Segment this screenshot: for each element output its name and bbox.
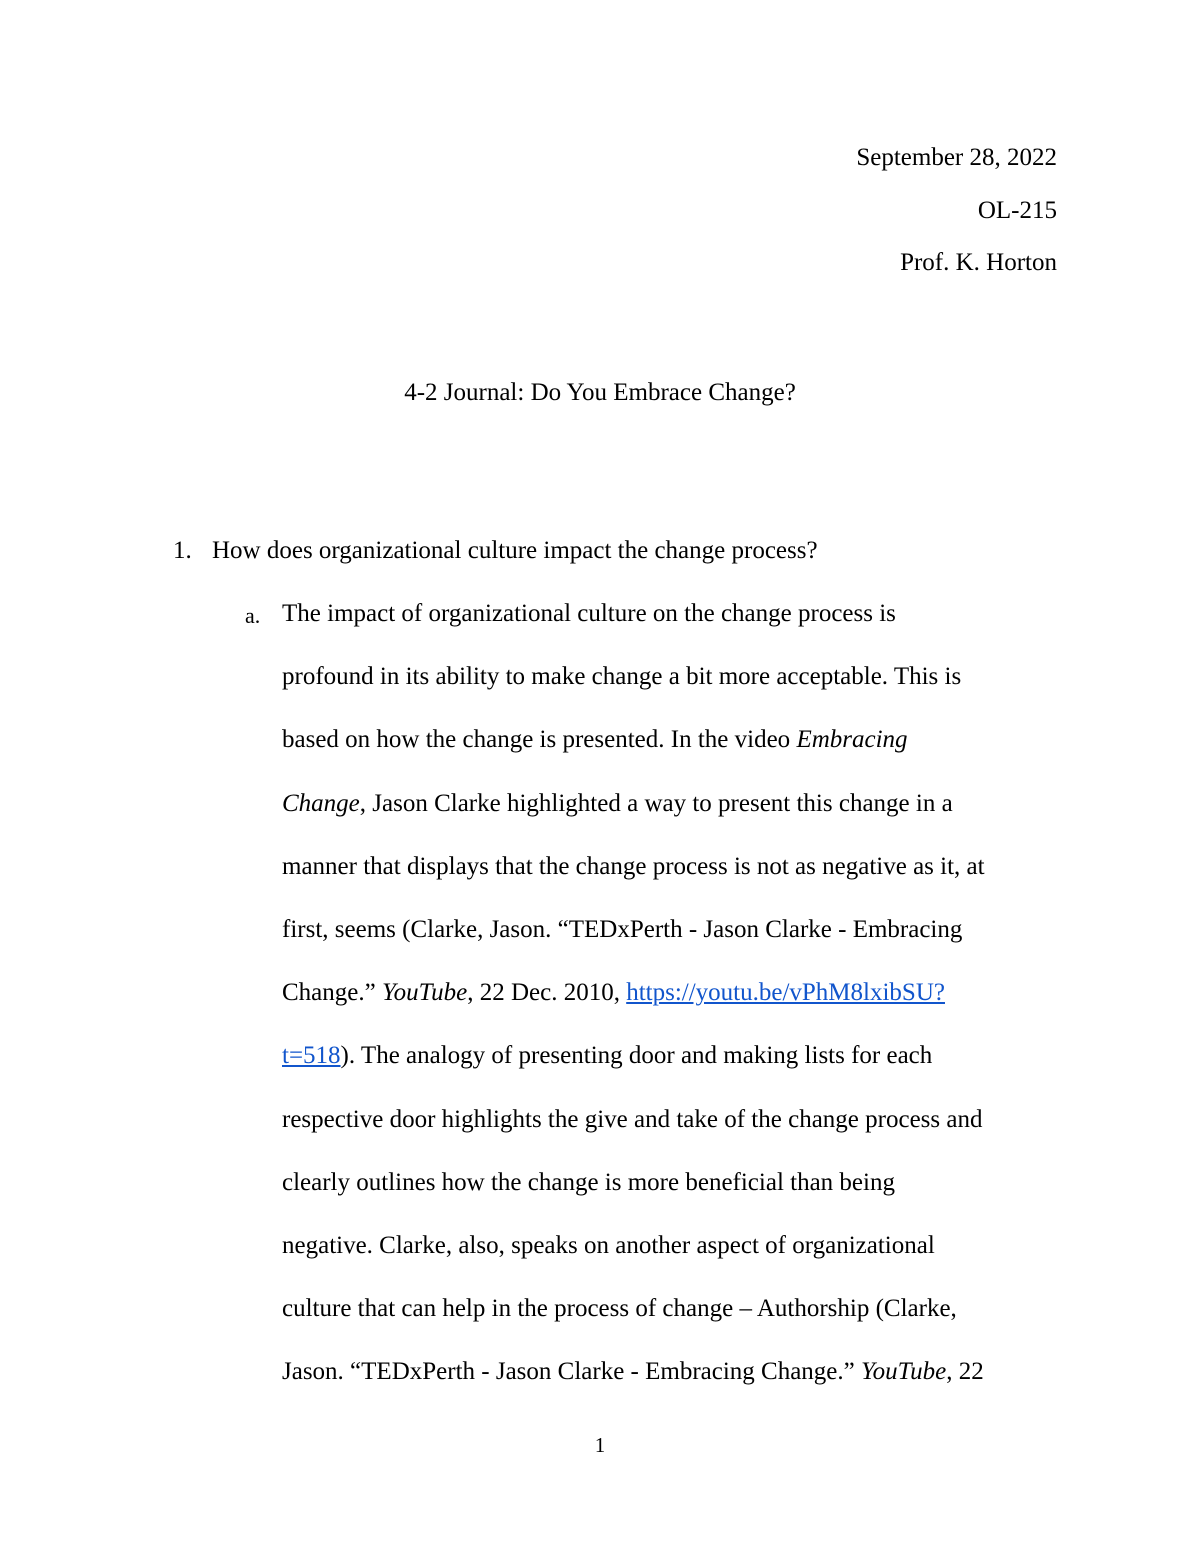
answer-line bbox=[282, 978, 1072, 1041]
answer-line bbox=[282, 599, 1072, 662]
answer-line bbox=[282, 1294, 1072, 1357]
answer-text: clearly outlines how the change is more beneficial than being bbox=[282, 1168, 895, 1196]
answer-line bbox=[282, 1168, 1072, 1231]
document-title: 4-2 Journal: Do You Embrace Change? bbox=[404, 379, 796, 406]
answer-text: culture that can help in the process of change – Authorship (Clarke, bbox=[282, 1295, 957, 1323]
answer-line bbox=[282, 789, 1072, 852]
header-professor: Prof. K. Horton bbox=[900, 249, 1057, 276]
answer-line bbox=[282, 1041, 1072, 1104]
youtube-link-continued[interactable]: t=518 bbox=[282, 1042, 341, 1070]
answer-text: Change.” bbox=[282, 979, 382, 1007]
answer-text: ). The analogy of presenting door and making lists for each bbox=[340, 1042, 933, 1070]
youtube-link[interactable]: https://youtu.be/vPhM8lxibSU? bbox=[626, 979, 945, 1007]
page-number: 1 bbox=[594, 1433, 606, 1457]
source-italic: YouTube bbox=[381, 979, 468, 1007]
answer-line bbox=[282, 852, 1072, 915]
answer-text: negative. Clarke, also, speaks on another aspect of organizational bbox=[282, 1231, 935, 1259]
answer-text: The impact of organizational culture on the change process is bbox=[282, 600, 896, 627]
header-date: September 28, 2022 bbox=[856, 144, 1057, 171]
answer-line bbox=[282, 1357, 1072, 1420]
answer-text: first, seems (Clarke, Jason. “TEDxPerth - Jason Clarke - Embracing bbox=[282, 915, 963, 943]
answer-line bbox=[282, 915, 1072, 978]
video-title-italic: Embracing bbox=[796, 726, 908, 754]
answer-line bbox=[282, 1105, 1072, 1168]
question-number: 1. bbox=[173, 537, 192, 564]
answer-line bbox=[282, 662, 1072, 725]
answer-text: , Jason Clarke highlighted a way to present this change in a bbox=[359, 789, 953, 817]
answer-line bbox=[282, 1231, 1072, 1294]
source-italic: YouTube bbox=[861, 1358, 947, 1386]
answer-text: based on how the change is presented. In the video bbox=[282, 726, 797, 754]
answer-text: Jason. “TEDxPerth - Jason Clarke - Embracing Change.” bbox=[282, 1358, 862, 1386]
answer-paragraph bbox=[282, 599, 1072, 1420]
answer-text: respective door highlights the give and take of the change process and bbox=[282, 1105, 983, 1133]
answer-text: profound in its ability to make change a bit more acceptable. This is bbox=[282, 663, 962, 691]
video-title-italic: Change bbox=[282, 789, 360, 817]
question-text: How does organizational culture impact the change process? bbox=[212, 537, 818, 564]
answer-line bbox=[282, 725, 1072, 788]
header-course: OL-215 bbox=[977, 197, 1057, 224]
answer-marker: a. bbox=[245, 603, 261, 628]
answer-text: manner that displays that the change process is not as negative as it, at bbox=[282, 852, 985, 880]
answer-text: , 22 bbox=[946, 1358, 984, 1386]
answer-text: , 22 Dec. 2010, bbox=[467, 979, 627, 1007]
